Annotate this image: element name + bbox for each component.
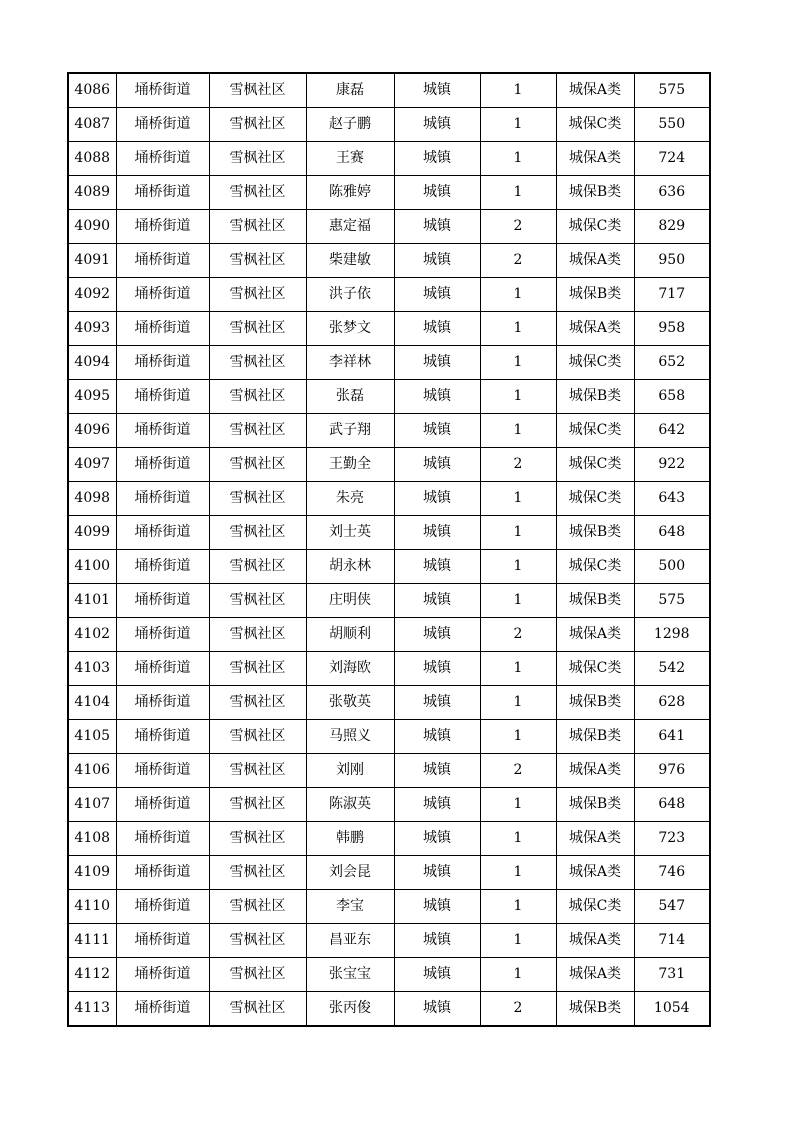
name-cell: 李宝 — [306, 890, 394, 924]
area-type-cell: 城镇 — [394, 448, 480, 482]
row-number-cell: 4096 — [68, 414, 116, 448]
name-cell: 赵子鹏 — [306, 108, 394, 142]
row-number-cell: 4101 — [68, 584, 116, 618]
table-row — [68, 822, 710, 856]
household-count-cell: 1 — [480, 278, 556, 312]
name-cell: 韩鹏 — [306, 822, 394, 856]
area-type-cell: 城镇 — [394, 822, 480, 856]
street-cell: 埇桥街道 — [116, 448, 209, 482]
community-cell: 雪枫社区 — [209, 890, 306, 924]
name-cell: 刘士英 — [306, 516, 394, 550]
table-row — [68, 108, 710, 142]
category-cell: 城保B类 — [556, 584, 634, 618]
street-cell: 埇桥街道 — [116, 108, 209, 142]
street-cell: 埇桥街道 — [116, 958, 209, 992]
street-cell: 埇桥街道 — [116, 414, 209, 448]
street-cell: 埇桥街道 — [116, 550, 209, 584]
category-cell: 城保C类 — [556, 414, 634, 448]
community-cell: 雪枫社区 — [209, 822, 306, 856]
amount-cell: 575 — [634, 584, 710, 618]
household-count-cell: 1 — [480, 346, 556, 380]
amount-cell: 641 — [634, 720, 710, 754]
category-cell: 城保A类 — [556, 312, 634, 346]
area-type-cell: 城镇 — [394, 278, 480, 312]
household-count-cell: 1 — [480, 584, 556, 618]
area-type-cell: 城镇 — [394, 958, 480, 992]
table-body — [68, 73, 710, 1026]
row-number-cell: 4110 — [68, 890, 116, 924]
table-row — [68, 720, 710, 754]
name-cell: 刘海欧 — [306, 652, 394, 686]
category-cell: 城保B类 — [556, 686, 634, 720]
household-count-cell: 2 — [480, 992, 556, 1027]
table-row — [68, 516, 710, 550]
name-cell: 庄明侠 — [306, 584, 394, 618]
table-row — [68, 482, 710, 516]
table-row — [68, 244, 710, 278]
amount-cell: 958 — [634, 312, 710, 346]
table-row — [68, 414, 710, 448]
amount-cell: 723 — [634, 822, 710, 856]
name-cell: 张丙俊 — [306, 992, 394, 1027]
table-row — [68, 618, 710, 652]
name-cell: 朱亮 — [306, 482, 394, 516]
row-number-cell: 4089 — [68, 176, 116, 210]
name-cell: 李祥林 — [306, 346, 394, 380]
table-row — [68, 550, 710, 584]
name-cell: 张敬英 — [306, 686, 394, 720]
community-cell: 雪枫社区 — [209, 856, 306, 890]
area-type-cell: 城镇 — [394, 176, 480, 210]
name-cell: 柴建敏 — [306, 244, 394, 278]
name-cell: 刘会昆 — [306, 856, 394, 890]
household-count-cell: 1 — [480, 312, 556, 346]
amount-cell: 1298 — [634, 618, 710, 652]
amount-cell: 731 — [634, 958, 710, 992]
row-number-cell: 4093 — [68, 312, 116, 346]
table-row — [68, 788, 710, 822]
row-number-cell: 4092 — [68, 278, 116, 312]
table-row — [68, 856, 710, 890]
area-type-cell: 城镇 — [394, 618, 480, 652]
area-type-cell: 城镇 — [394, 890, 480, 924]
street-cell: 埇桥街道 — [116, 380, 209, 414]
community-cell: 雪枫社区 — [209, 108, 306, 142]
category-cell: 城保C类 — [556, 448, 634, 482]
area-type-cell: 城镇 — [394, 210, 480, 244]
household-count-cell: 1 — [480, 856, 556, 890]
street-cell: 埇桥街道 — [116, 754, 209, 788]
row-number-cell: 4106 — [68, 754, 116, 788]
row-number-cell: 4107 — [68, 788, 116, 822]
street-cell: 埇桥街道 — [116, 856, 209, 890]
street-cell: 埇桥街道 — [116, 924, 209, 958]
row-number-cell: 4095 — [68, 380, 116, 414]
street-cell: 埇桥街道 — [116, 346, 209, 380]
row-number-cell: 4086 — [68, 73, 116, 108]
street-cell: 埇桥街道 — [116, 482, 209, 516]
row-number-cell: 4102 — [68, 618, 116, 652]
category-cell: 城保B类 — [556, 992, 634, 1027]
area-type-cell: 城镇 — [394, 516, 480, 550]
name-cell: 昌亚东 — [306, 924, 394, 958]
street-cell: 埇桥街道 — [116, 312, 209, 346]
area-type-cell: 城镇 — [394, 142, 480, 176]
amount-cell: 717 — [634, 278, 710, 312]
amount-cell: 500 — [634, 550, 710, 584]
category-cell: 城保B类 — [556, 516, 634, 550]
table-row — [68, 584, 710, 618]
row-number-cell: 4094 — [68, 346, 116, 380]
street-cell: 埇桥街道 — [116, 652, 209, 686]
row-number-cell: 4112 — [68, 958, 116, 992]
community-cell: 雪枫社区 — [209, 244, 306, 278]
name-cell: 胡顺利 — [306, 618, 394, 652]
amount-cell: 724 — [634, 142, 710, 176]
community-cell: 雪枫社区 — [209, 992, 306, 1027]
street-cell: 埇桥街道 — [116, 278, 209, 312]
table-row — [68, 176, 710, 210]
area-type-cell: 城镇 — [394, 380, 480, 414]
category-cell: 城保B类 — [556, 788, 634, 822]
community-cell: 雪枫社区 — [209, 686, 306, 720]
amount-cell: 575 — [634, 73, 710, 108]
row-number-cell: 4113 — [68, 992, 116, 1027]
community-cell: 雪枫社区 — [209, 720, 306, 754]
amount-cell: 1054 — [634, 992, 710, 1027]
street-cell: 埇桥街道 — [116, 584, 209, 618]
area-type-cell: 城镇 — [394, 788, 480, 822]
community-cell: 雪枫社区 — [209, 516, 306, 550]
row-number-cell: 4090 — [68, 210, 116, 244]
name-cell: 胡永林 — [306, 550, 394, 584]
household-count-cell: 1 — [480, 958, 556, 992]
amount-cell: 550 — [634, 108, 710, 142]
street-cell: 埇桥街道 — [116, 890, 209, 924]
amount-cell: 643 — [634, 482, 710, 516]
street-cell: 埇桥街道 — [116, 992, 209, 1027]
name-cell: 马照义 — [306, 720, 394, 754]
category-cell: 城保A类 — [556, 958, 634, 992]
row-number-cell: 4087 — [68, 108, 116, 142]
amount-cell: 648 — [634, 516, 710, 550]
row-number-cell: 4088 — [68, 142, 116, 176]
name-cell: 刘刚 — [306, 754, 394, 788]
household-count-cell: 1 — [480, 924, 556, 958]
name-cell: 惠定福 — [306, 210, 394, 244]
category-cell: 城保C类 — [556, 210, 634, 244]
area-type-cell: 城镇 — [394, 720, 480, 754]
community-cell: 雪枫社区 — [209, 176, 306, 210]
community-cell: 雪枫社区 — [209, 142, 306, 176]
household-count-cell: 1 — [480, 414, 556, 448]
community-cell: 雪枫社区 — [209, 618, 306, 652]
community-cell: 雪枫社区 — [209, 754, 306, 788]
street-cell: 埇桥街道 — [116, 210, 209, 244]
community-cell: 雪枫社区 — [209, 958, 306, 992]
community-cell: 雪枫社区 — [209, 414, 306, 448]
category-cell: 城保A类 — [556, 822, 634, 856]
category-cell: 城保C类 — [556, 550, 634, 584]
area-type-cell: 城镇 — [394, 584, 480, 618]
name-cell: 陈淑英 — [306, 788, 394, 822]
data-table — [67, 72, 711, 1027]
category-cell: 城保A类 — [556, 924, 634, 958]
household-count-cell: 2 — [480, 244, 556, 278]
table-row — [68, 652, 710, 686]
area-type-cell: 城镇 — [394, 312, 480, 346]
name-cell: 张宝宝 — [306, 958, 394, 992]
table-row — [68, 448, 710, 482]
category-cell: 城保A类 — [556, 754, 634, 788]
category-cell: 城保C类 — [556, 482, 634, 516]
area-type-cell: 城镇 — [394, 754, 480, 788]
row-number-cell: 4105 — [68, 720, 116, 754]
household-count-cell: 1 — [480, 380, 556, 414]
area-type-cell: 城镇 — [394, 108, 480, 142]
street-cell: 埇桥街道 — [116, 516, 209, 550]
name-cell: 洪子依 — [306, 278, 394, 312]
street-cell: 埇桥街道 — [116, 822, 209, 856]
street-cell: 埇桥街道 — [116, 73, 209, 108]
row-number-cell: 4111 — [68, 924, 116, 958]
row-number-cell: 4100 — [68, 550, 116, 584]
amount-cell: 658 — [634, 380, 710, 414]
name-cell: 陈雅婷 — [306, 176, 394, 210]
name-cell: 王赛 — [306, 142, 394, 176]
street-cell: 埇桥街道 — [116, 618, 209, 652]
community-cell: 雪枫社区 — [209, 312, 306, 346]
area-type-cell: 城镇 — [394, 686, 480, 720]
street-cell: 埇桥街道 — [116, 176, 209, 210]
household-count-cell: 1 — [480, 652, 556, 686]
amount-cell: 950 — [634, 244, 710, 278]
name-cell: 张磊 — [306, 380, 394, 414]
community-cell: 雪枫社区 — [209, 278, 306, 312]
name-cell: 王勤全 — [306, 448, 394, 482]
area-type-cell: 城镇 — [394, 482, 480, 516]
category-cell: 城保C类 — [556, 890, 634, 924]
table-row — [68, 890, 710, 924]
category-cell: 城保A类 — [556, 244, 634, 278]
community-cell: 雪枫社区 — [209, 652, 306, 686]
street-cell: 埇桥街道 — [116, 244, 209, 278]
household-count-cell: 1 — [480, 516, 556, 550]
table-row — [68, 312, 710, 346]
table-row — [68, 346, 710, 380]
amount-cell: 922 — [634, 448, 710, 482]
category-cell: 城保B类 — [556, 176, 634, 210]
amount-cell: 714 — [634, 924, 710, 958]
area-type-cell: 城镇 — [394, 652, 480, 686]
area-type-cell: 城镇 — [394, 924, 480, 958]
category-cell: 城保B类 — [556, 278, 634, 312]
household-count-cell: 1 — [480, 482, 556, 516]
category-cell: 城保A类 — [556, 618, 634, 652]
amount-cell: 636 — [634, 176, 710, 210]
name-cell: 康磊 — [306, 73, 394, 108]
table-row — [68, 958, 710, 992]
street-cell: 埇桥街道 — [116, 142, 209, 176]
category-cell: 城保A类 — [556, 856, 634, 890]
community-cell: 雪枫社区 — [209, 346, 306, 380]
household-count-cell: 2 — [480, 618, 556, 652]
area-type-cell: 城镇 — [394, 550, 480, 584]
community-cell: 雪枫社区 — [209, 788, 306, 822]
household-count-cell: 1 — [480, 720, 556, 754]
community-cell: 雪枫社区 — [209, 210, 306, 244]
row-number-cell: 4091 — [68, 244, 116, 278]
name-cell: 张梦文 — [306, 312, 394, 346]
amount-cell: 976 — [634, 754, 710, 788]
area-type-cell: 城镇 — [394, 414, 480, 448]
amount-cell: 542 — [634, 652, 710, 686]
row-number-cell: 4098 — [68, 482, 116, 516]
household-count-cell: 1 — [480, 176, 556, 210]
row-number-cell: 4097 — [68, 448, 116, 482]
category-cell: 城保C类 — [556, 108, 634, 142]
row-number-cell: 4099 — [68, 516, 116, 550]
category-cell: 城保A类 — [556, 73, 634, 108]
amount-cell: 746 — [634, 856, 710, 890]
community-cell: 雪枫社区 — [209, 584, 306, 618]
row-number-cell: 4108 — [68, 822, 116, 856]
area-type-cell: 城镇 — [394, 346, 480, 380]
category-cell: 城保B类 — [556, 380, 634, 414]
household-count-cell: 1 — [480, 73, 556, 108]
table-row — [68, 278, 710, 312]
category-cell: 城保C类 — [556, 346, 634, 380]
category-cell: 城保A类 — [556, 142, 634, 176]
row-number-cell: 4109 — [68, 856, 116, 890]
name-cell: 武子翔 — [306, 414, 394, 448]
row-number-cell: 4104 — [68, 686, 116, 720]
household-count-cell: 2 — [480, 210, 556, 244]
community-cell: 雪枫社区 — [209, 550, 306, 584]
table-row — [68, 73, 710, 108]
community-cell: 雪枫社区 — [209, 380, 306, 414]
amount-cell: 829 — [634, 210, 710, 244]
table-row — [68, 992, 710, 1027]
household-count-cell: 2 — [480, 448, 556, 482]
household-count-cell: 1 — [480, 890, 556, 924]
community-cell: 雪枫社区 — [209, 448, 306, 482]
table-row — [68, 380, 710, 414]
area-type-cell: 城镇 — [394, 73, 480, 108]
household-count-cell: 1 — [480, 550, 556, 584]
amount-cell: 628 — [634, 686, 710, 720]
street-cell: 埇桥街道 — [116, 686, 209, 720]
street-cell: 埇桥街道 — [116, 788, 209, 822]
household-count-cell: 1 — [480, 822, 556, 856]
community-cell: 雪枫社区 — [209, 73, 306, 108]
table-row — [68, 754, 710, 788]
category-cell: 城保C类 — [556, 652, 634, 686]
amount-cell: 652 — [634, 346, 710, 380]
household-count-cell: 1 — [480, 142, 556, 176]
table-row — [68, 924, 710, 958]
amount-cell: 642 — [634, 414, 710, 448]
amount-cell: 648 — [634, 788, 710, 822]
category-cell: 城保B类 — [556, 720, 634, 754]
area-type-cell: 城镇 — [394, 244, 480, 278]
area-type-cell: 城镇 — [394, 856, 480, 890]
amount-cell: 547 — [634, 890, 710, 924]
community-cell: 雪枫社区 — [209, 482, 306, 516]
household-count-cell: 1 — [480, 686, 556, 720]
household-count-cell: 1 — [480, 108, 556, 142]
table-row — [68, 686, 710, 720]
area-type-cell: 城镇 — [394, 992, 480, 1027]
community-cell: 雪枫社区 — [209, 924, 306, 958]
household-count-cell: 1 — [480, 788, 556, 822]
row-number-cell: 4103 — [68, 652, 116, 686]
street-cell: 埇桥街道 — [116, 720, 209, 754]
household-count-cell: 2 — [480, 754, 556, 788]
table-row — [68, 210, 710, 244]
table-row — [68, 142, 710, 176]
